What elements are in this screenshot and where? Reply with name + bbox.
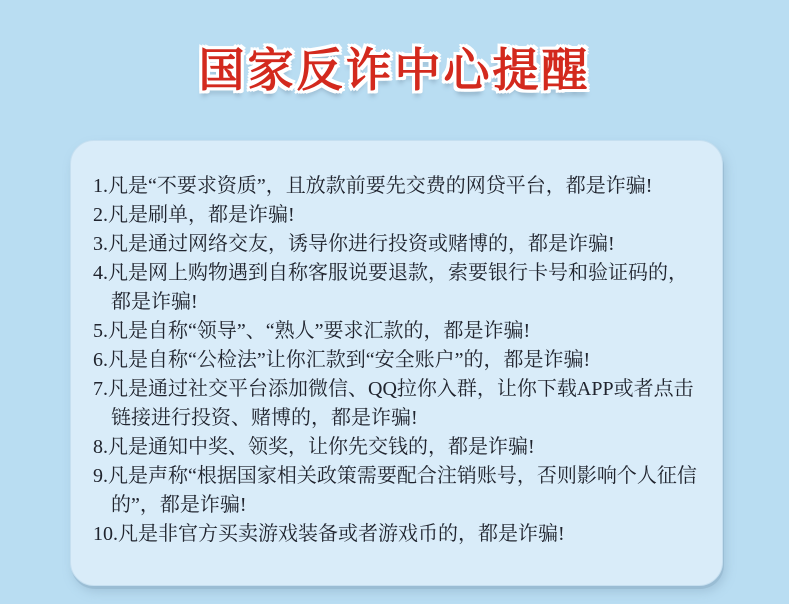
reminder-item: 5.凡是自称“领导”、“熟人”要求汇款的，都是诈骗! bbox=[93, 320, 531, 342]
reminder-item: 9.凡是声称“根据国家相关政策需要配合注销账号，否则影响个人征信的”，都是诈骗! bbox=[93, 465, 697, 516]
reminder-item: 1.凡是“不要求资质”，且放款前要先交费的网贷平台，都是诈骗! bbox=[93, 175, 653, 197]
reminder-item: 7.凡是通过社交平台添加微信、QQ拉你入群，让你下载APP或者点击链接进行投资、赌博的，都是诈骗! bbox=[93, 378, 694, 429]
reminder-item: 2.凡是刷单，都是诈骗! bbox=[93, 204, 295, 226]
reminder-item: 10.凡是非官方买卖游戏装备或者游戏币的，都是诈骗! bbox=[93, 523, 565, 545]
reminder-item: 3.凡是通过网络交友，诱导你进行投资或赌博的，都是诈骗! bbox=[93, 233, 615, 255]
reminder-list bbox=[71, 141, 722, 585]
reminder-item: 4.凡是网上购物遇到自称客服说要退款，索要银行卡号和验证码的，都是诈骗! bbox=[93, 262, 688, 313]
reminder-item: 8.凡是通知中奖、领奖，让你先交钱的，都是诈骗! bbox=[93, 436, 535, 458]
reminder-item: 6.凡是自称“公检法”让你汇款到“安全账户”的，都是诈骗! bbox=[93, 349, 591, 371]
reminder-card bbox=[70, 140, 723, 586]
page-title: 国家反诈中心提醒 bbox=[198, 43, 591, 97]
